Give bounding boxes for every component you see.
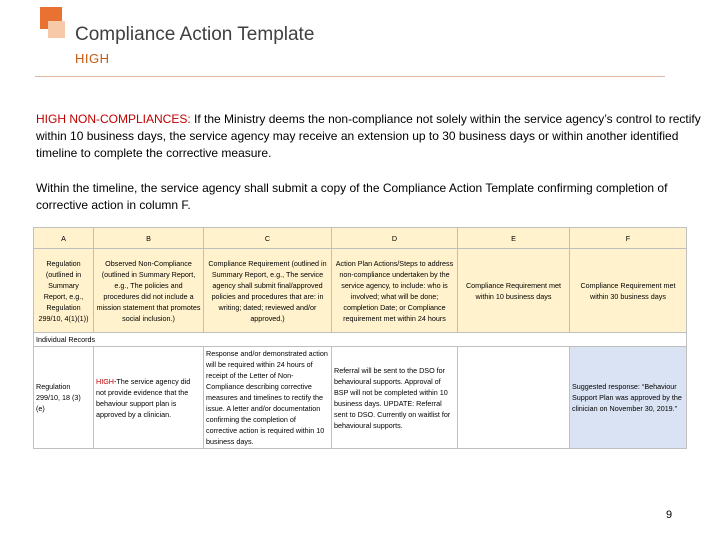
high-flag: HIGH <box>96 376 114 386</box>
cell-met-10-days <box>458 347 570 449</box>
intro-text: If the Ministry deems the non-compliance not solely within the service agency’s control to rectify within 10 business days, the service agency may receive an extension up to 30 business days or within another identified timeline to complete the corrective measure. <box>36 112 701 160</box>
column-letter-e: E <box>458 228 570 249</box>
intro-paragraph <box>36 111 706 162</box>
title-divider <box>35 76 665 77</box>
section-label-individual-records: Individual Records <box>34 333 687 347</box>
header-compliance-requirement: Compliance Requirement (outlined in Summary Report, e.g., The service agency shall submit final/approved policies and procedures that are: in writing; dated; reviewed and/or approved.) <box>204 249 332 333</box>
timeline-paragraph: Within the timeline, the service agency shall submit a copy of the Compliance Action Template confirming completion of corrective action in column F. <box>36 181 668 212</box>
header-met-10-days: Compliance Requirement met within 10 business days <box>458 249 570 333</box>
cell-compliance-requirement: Response and/or demonstrated action will be required within 24 hours of receipt of the Letter of Non-Compliance describing corrective measures and timelines to rectify the issue. A letter and/or documentation confirming the completion of corrective action is required within 10 business days. <box>204 347 332 449</box>
column-letter-d: D <box>332 228 458 249</box>
slide-title: Compliance Action Template <box>75 24 315 45</box>
column-letter-row <box>34 228 687 249</box>
title-accent-square-light <box>48 21 65 38</box>
compliance-action-table <box>33 227 687 449</box>
column-letter-f: F <box>570 228 687 249</box>
page-number: 9 <box>666 509 673 521</box>
header-met-30-days: Compliance Requirement met within 30 business days <box>570 249 687 333</box>
slide-subtitle: HIGH <box>75 51 110 66</box>
table-row <box>34 347 687 449</box>
column-letter-b: B <box>94 228 204 249</box>
header-observed-noncompliance: Observed Non-Compliance (outlined in Summary Report, e.g., The policies and procedures did not include a mission statement that promotes social inclusion.) <box>94 249 204 333</box>
header-action-plan: Action Plan Actions/Steps to address non-compliance undertaken by the service agency, to include: who is involved; what will be done; completion Date; or Compliance requirement met within 24 hours <box>332 249 458 333</box>
column-letter-a: A <box>34 228 94 249</box>
cell-action-plan: Referral will be sent to the DSO for behavioural supports. Approval of BSP will not be completed within 10 business days. UPDATE: Referral sent to DSO. Currently on waitlist for behavioural supports. <box>332 347 458 449</box>
high-noncompliance-label: HIGH NON-COMPLIANCES: <box>36 112 191 126</box>
cell-observed-noncompliance <box>94 347 204 449</box>
column-header-row <box>34 249 687 333</box>
observed-text: -The service agency did not provide evidence that the behaviour support plan is approved by a clinician. <box>96 376 191 419</box>
section-row <box>34 333 687 347</box>
cell-regulation: Regulation 299/10, 18 (3) (e) <box>34 347 94 449</box>
header-regulation: Regulation (outlined in Summary Report, e.g., Regulation 299/10, 4(1)(1)) <box>34 249 94 333</box>
cell-met-30-days: Suggested response: “Behaviour Support Plan was approved by the clinician on November 30, 2019.” <box>570 347 687 449</box>
column-letter-c: C <box>204 228 332 249</box>
